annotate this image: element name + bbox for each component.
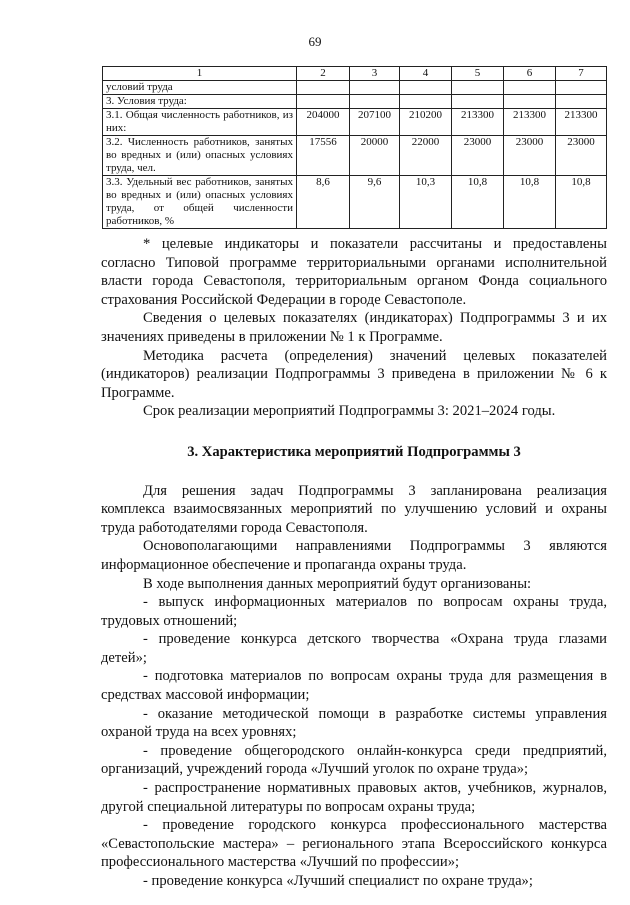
table-row: [103, 95, 607, 109]
table-row: [103, 136, 607, 176]
header-cell: 5: [452, 67, 504, 81]
value-cell: [297, 81, 350, 95]
list-item: - проведение конкурса «Лучший специалист по охране труда»;: [143, 873, 533, 889]
value-cell: [400, 81, 452, 95]
section-title: 3. Характеристика мероприятий Подпрограммы 3: [187, 443, 521, 460]
body-paragraph: Сведения о целевых показателях (индикаторах) Подпрограммы 3 и их значениях приведены в приложении № 1 к Программе.: [101, 310, 607, 345]
value-cell: [504, 81, 556, 95]
value-cell: 213300: [556, 109, 607, 136]
list-item: - распространение нормативных правовых актов, учебников, журналов, другой специальной литературы по вопросам охраны труда;: [101, 780, 607, 815]
footnote-paragraph: * целевые индикаторы и показатели рассчитаны и предоставлены согласно Типовой программе территориальными органами исполнительной власти города Севастополя, территориальным органом Фонда социального страхования Российской Федерации в городе Севастополе.: [101, 236, 607, 308]
value-cell: [452, 81, 504, 95]
value-cell: 23000: [504, 136, 556, 176]
table-row: [103, 109, 607, 136]
header-cell: 4: [400, 67, 452, 81]
body-paragraph: Основополагающими направлениями Подпрограммы 3 являются информационное обеспечение и пропаганда охраны труда.: [101, 538, 607, 573]
value-cell: 10,8: [452, 176, 504, 229]
table-row: [103, 81, 607, 95]
header-cell: 6: [504, 67, 556, 81]
value-cell: 207100: [350, 109, 400, 136]
value-cell: 210200: [400, 109, 452, 136]
body-paragraph: Срок реализации мероприятий Подпрограммы 3: 2021–2024 годы.: [143, 403, 556, 420]
value-cell: 9,6: [350, 176, 400, 229]
value-cell: [504, 95, 556, 109]
value-cell: [297, 95, 350, 109]
row-label: 3.1. Общая численность работников, из них:: [103, 109, 297, 136]
table-row: [103, 176, 607, 229]
list-item: - выпуск информационных материалов по вопросам охраны труда, трудовых отношений;: [101, 594, 607, 629]
table-header-row: [103, 67, 607, 81]
value-cell: 17556: [297, 136, 350, 176]
value-cell: [350, 95, 400, 109]
body-paragraph: Для решения задач Подпрограммы 3 запланирована реализация комплекса взаимосвязанных мероприятий по улучшению условий и охраны труда работодателями города Севастополя.: [101, 482, 607, 536]
row-label: 3.2. Численность работников, занятых во вредных и (или) опасных условиях труда, чел.: [103, 136, 297, 176]
list-item: - проведение городского конкурса профессионального мастерства «Севастопольские мастера» – регионального этапа Всероссийского конкурса профессионального мастерства «Лучший по профессии»;: [101, 817, 607, 871]
document-body: [101, 235, 607, 891]
list-item: - проведение общегородского онлайн-конкурса среди предприятий, организаций, учреждений города «Лучший уголок по охране труда»;: [101, 742, 607, 778]
body-paragraph: Методика расчета (определения) значений целевых показателей (индикаторов) реализации Подпрограммы 3 приведена в приложении № 6 к Программе.: [101, 347, 607, 401]
row-label: условий труда: [103, 81, 297, 95]
value-cell: 10,8: [556, 176, 607, 229]
value-cell: 213300: [452, 109, 504, 136]
value-cell: [350, 81, 400, 95]
value-cell: 10,3: [400, 176, 452, 229]
header-cell: 2: [297, 67, 350, 81]
value-cell: 213300: [504, 109, 556, 136]
value-cell: [400, 95, 452, 109]
row-label: 3. Условия труда:: [103, 95, 297, 109]
body-paragraph: В ходе выполнения данных мероприятий будут организованы:: [143, 575, 532, 592]
value-cell: 23000: [556, 136, 607, 176]
value-cell: 20000: [350, 136, 400, 176]
indicators-table: [102, 66, 607, 229]
value-cell: 22000: [400, 136, 452, 176]
header-cell: 1: [103, 67, 297, 81]
value-cell: [556, 81, 607, 95]
list-item: - подготовка материалов по вопросам охраны труда для размещения в средствах массовой информации;: [101, 668, 607, 704]
page-number: 69: [308, 34, 322, 49]
value-cell: [556, 95, 607, 109]
value-cell: 8,6: [297, 176, 350, 229]
value-cell: 10,8: [504, 176, 556, 229]
header-cell: 3: [350, 67, 400, 81]
header-cell: 7: [556, 67, 607, 81]
row-label: 3.3. Удельный вес работников, занятых во вредных и (или) опасных условиях труда, от общей численности работников, %: [103, 176, 297, 229]
list-item: - оказание методической помощи в разработке системы управления охраной труда на всех уровнях;: [101, 705, 607, 741]
list-item: - проведение конкурса детского творчества «Охрана труда глазами детей»;: [101, 631, 607, 666]
value-cell: 204000: [297, 109, 350, 136]
value-cell: [452, 95, 504, 109]
value-cell: 23000: [452, 136, 504, 176]
